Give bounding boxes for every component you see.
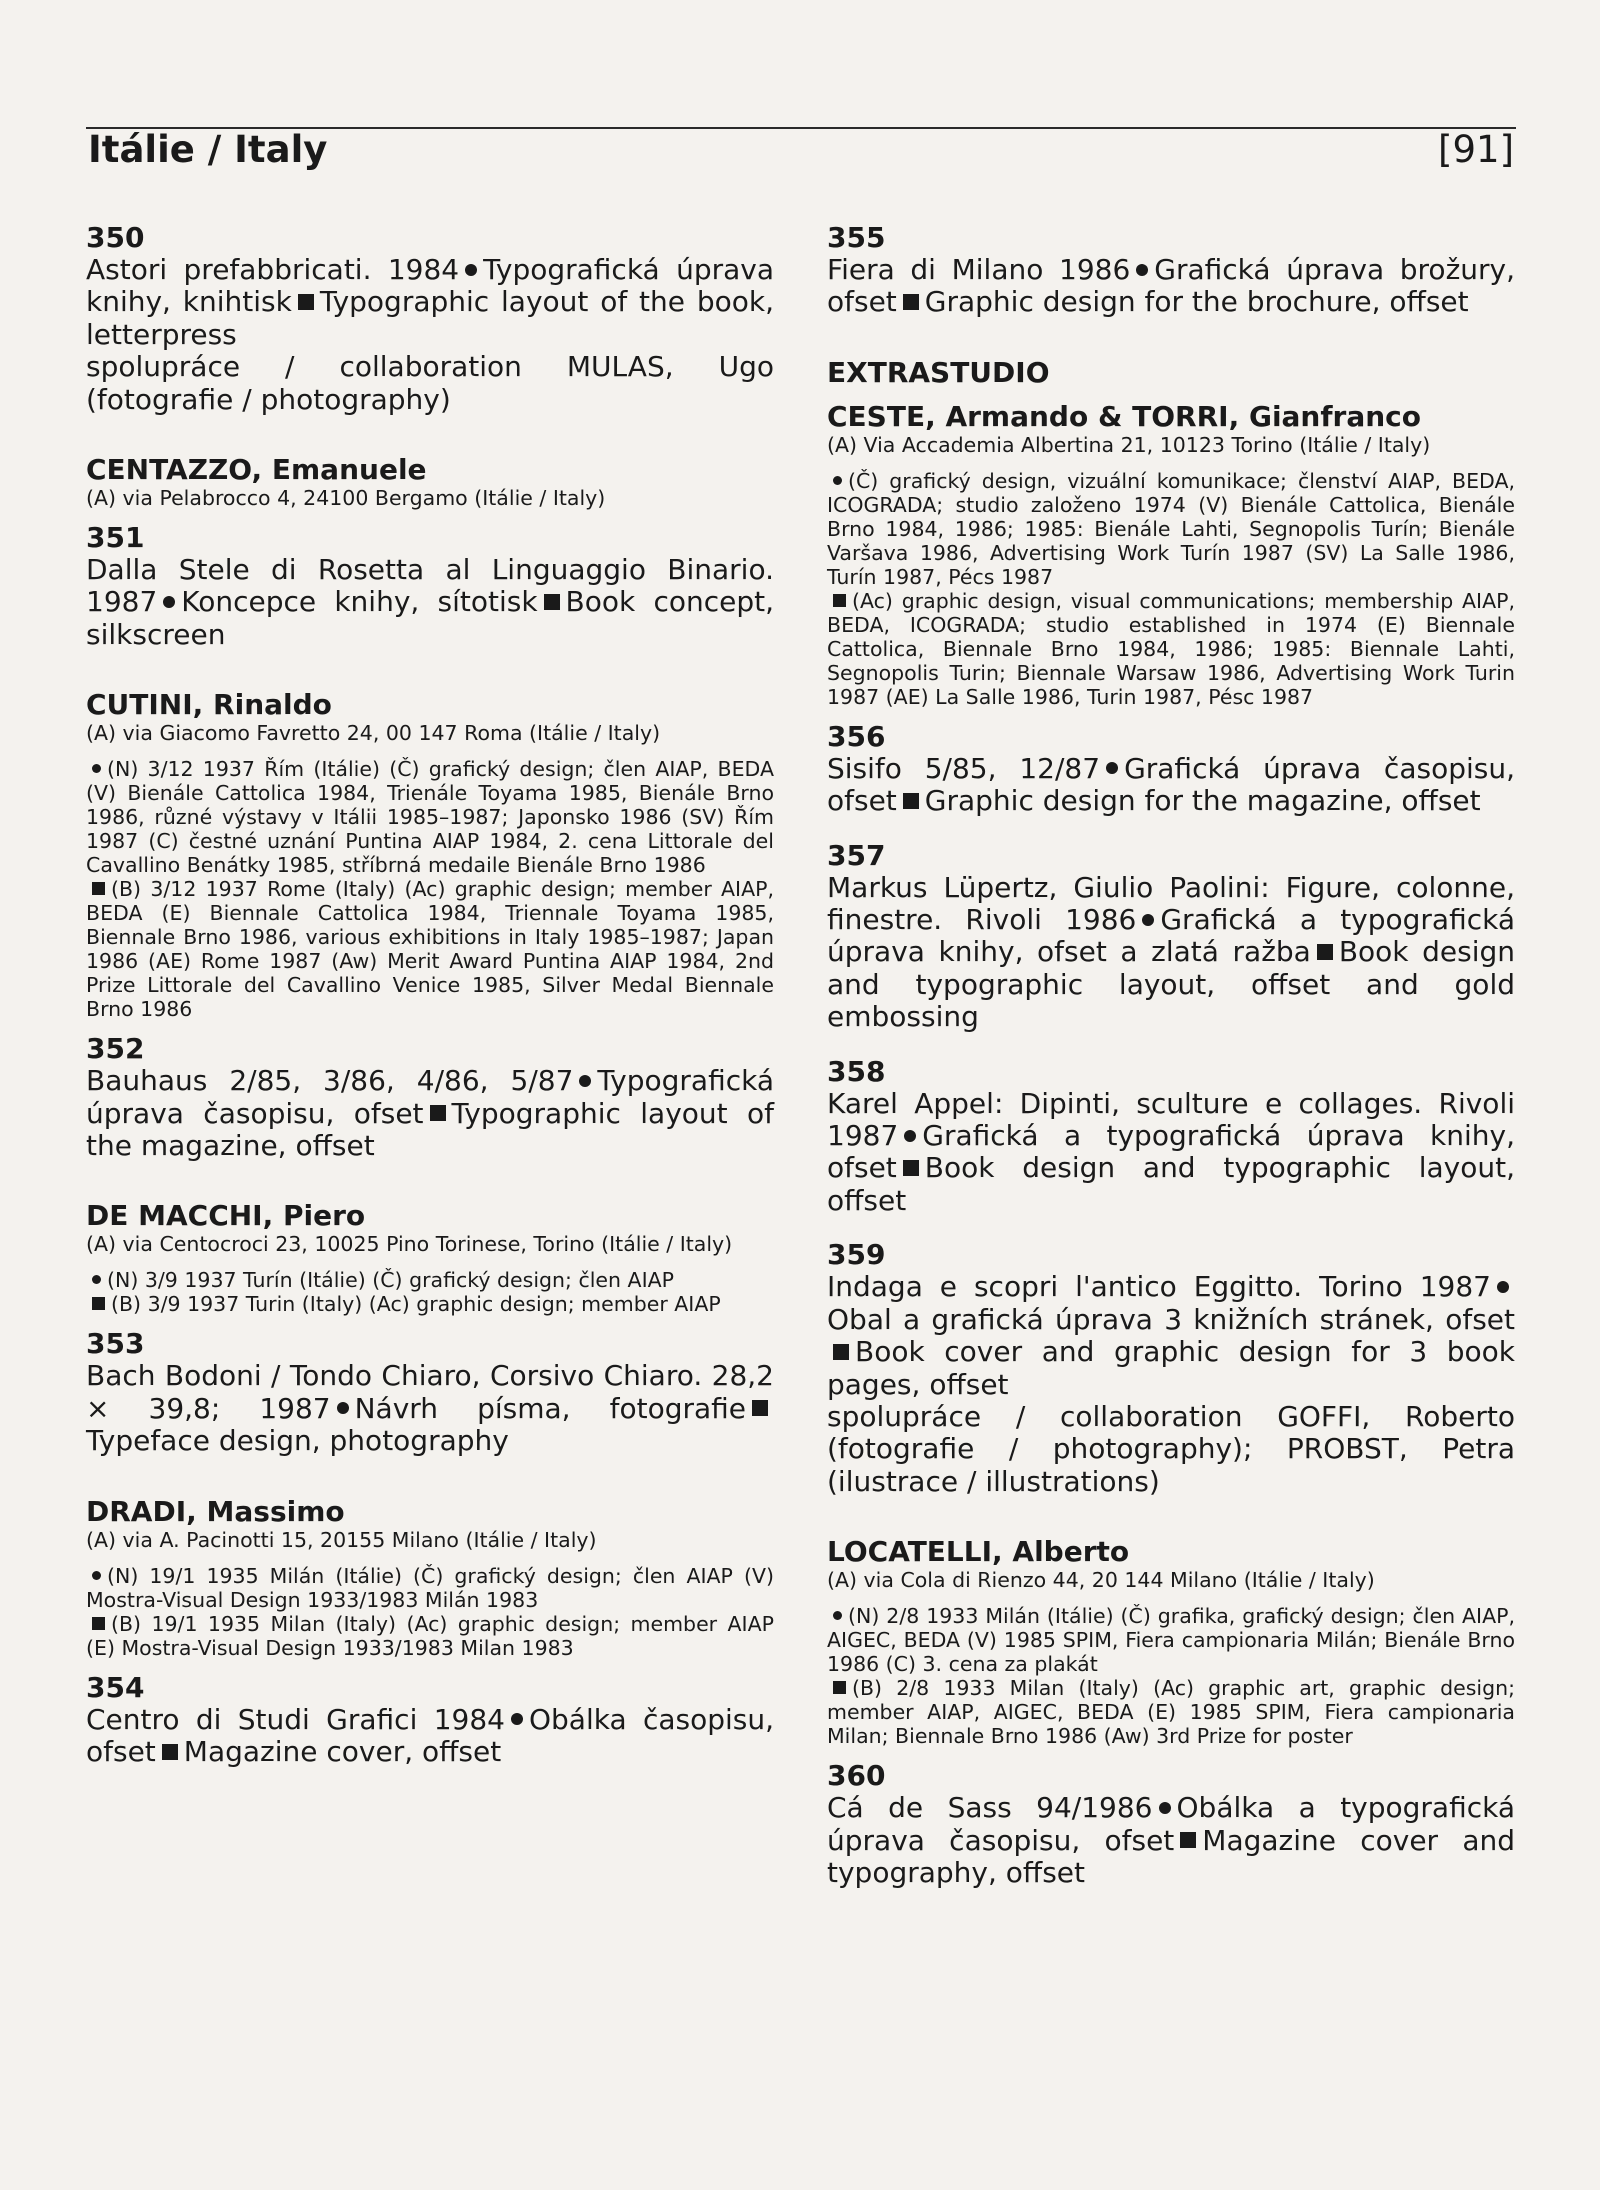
entry-number: 350 [86,221,145,254]
designer-name: DE MACCHI, Piero [86,1199,366,1233]
english-square-icon [903,793,919,809]
entry-description: Cá de Sass 94/1986 Obálka a typografická úprava časopisu, ofset Magazine cover and typography, offset [827,1791,1516,1889]
czech-bullet-icon [833,476,842,485]
czech-bullet-icon [465,264,477,276]
designer-bio-czech: (Č) grafický design, vizuální komunikace; členství AIAP, BEDA, ICOGRADA; studio založeno 1974 (V) Bienále Cattolica, Bienále Brno 1984, 1986; 1985: Bienále Lahti, Segnopolis Turín; Bienále Varšava 1986, Advertising Work Turín 1987 (SV) La Salle 1986, Turín 1987, Pécs 1987 [827,468,1515,589]
entry-description: Indaga e scopri l'antico Eggitto. Torino 1987Obal a grafická úprava 3 knižních stránek, ofsetBook cover and graphic design for 3 book pages, offset [827,1270,1515,1401]
czech-bullet-icon [1497,1281,1509,1293]
czech-bullet-icon [337,1402,349,1414]
designer-bio-czech: (N) 19/1 1935 Milán (Itálie) (Č) grafický design; člen AIAP (V) Mostra-Visual Design 1933/1983 Milán 1983 [86,1563,774,1612]
czech-bullet-icon [92,1571,101,1580]
designer-bio-english: (B) 2/8 1933 Milan (Italy) (Ac) graphic art, graphic design; member AIAP, AIGEC, BEDA (E) 1985 SPIM, Fiera campionaria Milan; Biennale Brno 1986 (Aw) 3rd Prize for poster [827,1676,1515,1749]
entry-collaboration: spolupráce / collaboration GOFFI, Roberto (fotografie / photography); PROBST, Petra (ilustrace / illustrations) [827,1399,1515,1498]
designer-address: (A) via Giacomo Favretto 24, 00 147 Roma (Itálie / Italy) [86,721,661,746]
right-column [827,222,1515,1889]
entry-number: 357 [827,838,886,872]
entry-description: Centro di Studi Grafici 1984 Obálka časopisu, ofset Magazine cover, offset [86,1702,775,1769]
english-square-icon [544,594,560,610]
entry-collaboration: spolupráce / collaboration MULAS, Ugo (fotografie / photography) [86,350,774,416]
entry-number: 359 [827,1238,886,1272]
page-title: Itálie / Italy [88,128,328,171]
czech-bullet-icon [1136,264,1148,276]
czech-bullet-icon [1106,762,1118,774]
english-square-icon [752,1400,768,1416]
designer-bio-czech: (N) 3/12 1937 Řím (Itálie) (Č) grafický design; člen AIAP, BEDA (V) Bienále Cattolica 1984, Trienále Toyama 1985, Bienále Brno 1986, různé výstavy v Itálii 1985–1987; Japonsko 1986 (SV) Řím 1987 (C) čestné uznání Puntina AIAP 1984, 2. cena Littorale del Cavallino Benátky 1985, stříbrná medaile Bienále Brno 1986 [86,757,774,878]
czech-bullet-icon [163,596,175,608]
designer-address: (A) via A. Pacinotti 15, 20155 Milano (Itálie / Italy) [86,1527,597,1552]
entry-description: Markus Lüpertz, Giulio Paolini: Figure, colonne, finestre. Rivoli 1986 Grafická a typografická úprava knihy, ofset a zlatá ražba Book design and typographic layout, offset and gold embossing [827,870,1515,1034]
czech-bullet-icon [833,1611,842,1620]
entry-description: Dalla Stele di Rosetta al Linguaggio Binario. 1987 Koncepce knihy, sítotisk Book concept, silkscreen [86,553,774,651]
designer-address: (A) via Cola di Rienzo 44, 20 144 Milano (Itálie / Italy) [827,1568,1375,1593]
english-square-icon [833,1344,849,1360]
designer-name: CUTINI, Rinaldo [86,688,332,722]
entry-number: 352 [86,1032,145,1066]
designer-address: (A) via Centocroci 23, 10025 Pino Torinese, Torino (Itálie / Italy) [86,1232,733,1257]
czech-bullet-icon [92,764,101,773]
entry-description: Karel Appel: Dipinti, sculture e collages. Rivoli 1987 Grafická a typografická úprava knihy, ofset Book design and typographic layout, offset [827,1086,1515,1217]
designer-address: (A) via Pelabrocco 4, 24100 Bergamo (Itálie / Italy) [86,486,606,511]
english-square-icon [298,294,314,310]
entry-number: 356 [827,719,886,753]
english-square-icon [903,294,919,310]
designer-name: CENTAZZO, Emanuele [86,453,427,487]
entry-description: Astori prefabbricati. 1984 Typografická úprava knihy, knihtisk Typographic layout of the book, letterpress [86,253,774,351]
czech-bullet-icon [1159,1802,1171,1814]
designer-bio-czech: (N) 3/9 1937 Turín (Itálie) (Č) grafický design; člen AIAP [86,1268,774,1292]
english-square-icon [1317,944,1333,960]
czech-bullet-icon [904,1130,916,1142]
english-square-icon [903,1160,919,1176]
entry-number: 351 [86,521,145,555]
english-square-icon [430,1105,446,1121]
english-square-icon [833,594,846,607]
entry-number: 355 [827,221,886,254]
designer-name: CESTE, Armando & TORRI, Gianfranco [827,399,1422,433]
english-square-icon [833,1681,846,1694]
entry-description: Bauhaus 2/85, 3/86, 4/86, 5/87 Typografická úprava časopisu, ofset Typographic layout of the magazine, offset [86,1064,774,1163]
designer-bio-english: (B) 3/9 1937 Turin (Italy) (Ac) graphic design; member AIAP [86,1292,774,1316]
entry-description: Fiera di Milano 1986 Grafická úprava brožury, ofset Graphic design for the brochure, offset [827,253,1515,319]
entry-number: 353 [86,1327,145,1361]
entry-number: 354 [86,1670,145,1704]
english-square-icon [92,882,105,895]
entry-number: 358 [827,1054,886,1088]
designer-address: (A) Via Accademia Albertina 21, 10123 Torino (Itálie / Italy) [827,432,1431,457]
designer-name: DRADI, Massimo [86,1494,345,1528]
designer-bio-czech: (N) 2/8 1933 Milán (Itálie) (Č) grafika, grafický design; člen AIAP, AIGEC, BEDA (V) 1985 SPIM, Fiera campionaria Milán; Bienále Brno 1986 (C) 3. cena za plakát [827,1604,1515,1677]
page-number: [91] [1438,128,1514,171]
designer-name: LOCATELLI, Alberto [827,1535,1130,1569]
czech-bullet-icon [1142,914,1154,926]
czech-bullet-icon [579,1075,591,1087]
designer-bio-english: (B) 3/12 1937 Rome (Italy) (Ac) graphic design; member AIAP, BEDA (E) Biennale Cattolica 1984, Triennale Toyama 1985, Biennale Brno 1986, various exhibitions in Italy 1985–1987; Japan 1986 (AE) Rome 1987 (Aw) Merit Award Puntina AIAP 1984, 2nd Prize Littorale del Cavallino Venice 1985, Silver Medal Biennale Brno 1986 [86,877,774,1022]
entry-description: Sisifo 5/85, 12/87 Grafická úprava časopisu, ofset Graphic design for the magazine, offset [827,751,1515,818]
english-square-icon [1180,1832,1196,1848]
entry-number: 360 [827,1759,886,1793]
designer-bio-english: (B) 19/1 1935 Milan (Italy) (Ac) graphic design; member AIAP (E) Mostra-Visual Design 1933/1983 Milan 1983 [86,1611,774,1660]
english-square-icon [162,1744,178,1760]
english-square-icon [92,1617,105,1630]
english-square-icon [92,1297,105,1310]
left-column [86,222,774,1769]
czech-bullet-icon [92,1275,101,1284]
entry-description: Bach Bodoni / Tondo Chiaro, Corsivo Chiaro. 28,2 × 39,8; 1987 Návrh písma, fotografieTypeface design, photography [86,1359,774,1458]
designer-bio-english: (Ac) graphic design, visual communications; membership AIAP, BEDA, ICOGRADA; studio established in 1974 (E) Biennale Cattolica, Biennale Brno 1984, 1986; 1985: Biennale Lahti, Segnopolis Turin; Biennale Warsaw 1986, Advertising Work Turin 1987 (AE) La Salle 1986, Turin 1987, Pésc 1987 [827,588,1515,709]
czech-bullet-icon [511,1713,523,1725]
studio-name: EXTRASTUDIO [827,355,1050,389]
